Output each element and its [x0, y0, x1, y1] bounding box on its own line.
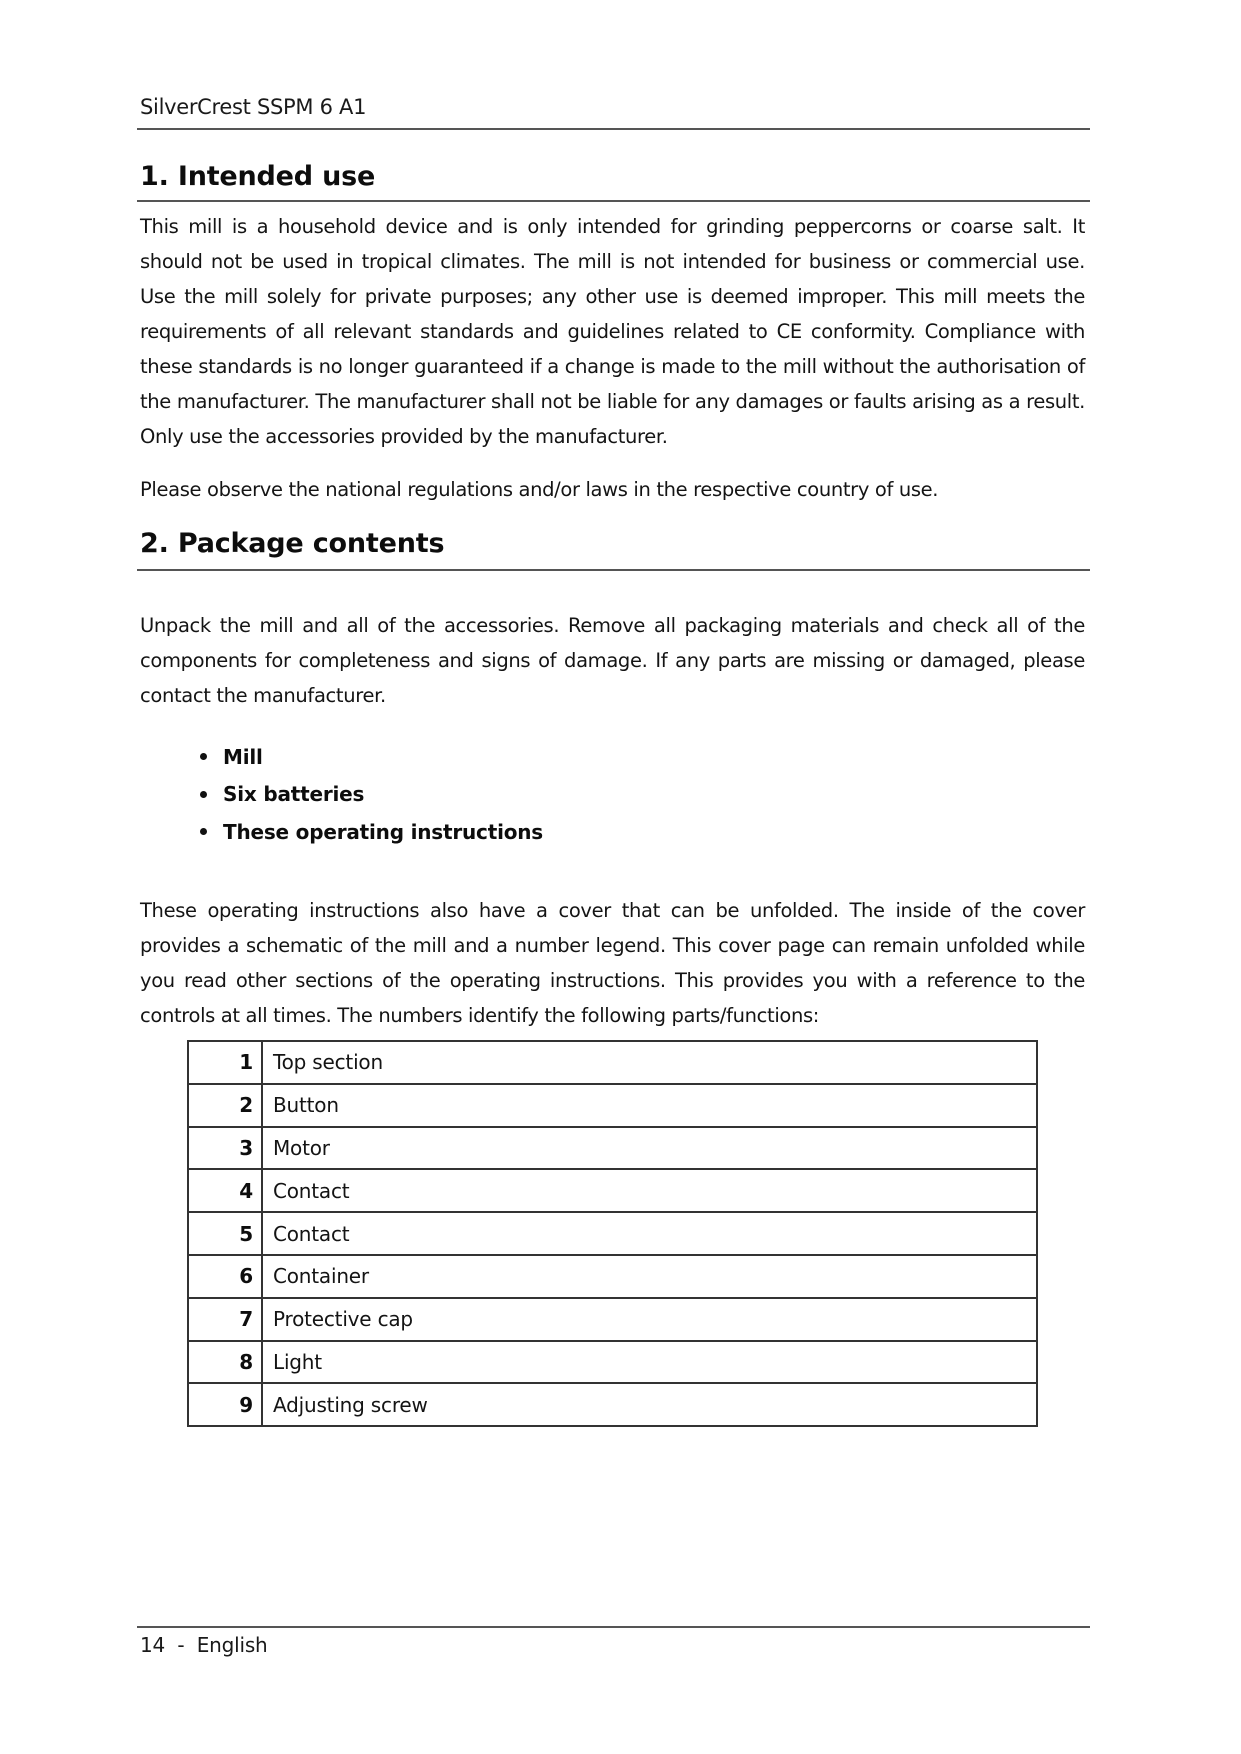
table-row	[188, 1341, 1037, 1384]
part-number: 8	[188, 1341, 262, 1384]
part-label: Top section	[262, 1041, 1037, 1084]
table-row	[188, 1212, 1037, 1255]
list-item-label: Six batteries	[223, 782, 365, 807]
package-contents-list	[200, 738, 543, 851]
part-label: Button	[262, 1084, 1037, 1127]
table-row	[188, 1383, 1037, 1426]
part-number: 1	[188, 1041, 262, 1084]
part-number: 5	[188, 1212, 262, 1255]
part-label: Protective cap	[262, 1298, 1037, 1341]
part-number: 9	[188, 1383, 262, 1426]
list-item-label: Mill	[223, 744, 263, 769]
part-label: Motor	[262, 1127, 1037, 1170]
bullet-icon	[200, 828, 207, 835]
intended-use-paragraph: This mill is a household device and is only intended for grinding peppercorns or coarse salt. It should not be used in tropical climates. The mill is not intended for business or commercial use. Use the mill solely for private purposes; any other use is deemed improper. This mill meets the requirements of all relevant standards and guidelines related to CE conformity. Compliance with these standards is no longer guaranteed if a change is made to the mill without the authorisation of the manufacturer. The manufacturer shall not be liable for any damages or faults arising as a result. Only use the accessories provided by the manufacturer.	[140, 215, 1085, 448]
list-item-label: These operating instructions	[223, 819, 544, 844]
part-number: 4	[188, 1169, 262, 1212]
table-row	[188, 1041, 1037, 1084]
table-row	[188, 1298, 1037, 1341]
cover-note-paragraph: These operating instructions also have a cover that can be unfolded. The inside of the cover provides a schematic of the mill and a number legend. This cover page can remain unfolded while you read other sections of the operating instructions. This provides you with a reference to the controls at all times. The numbers identify the following parts/functions:	[140, 899, 1085, 1027]
part-number: 2	[188, 1084, 262, 1127]
part-label: Light	[262, 1341, 1037, 1384]
running-header-title: SilverCrest SSPM 6 A1	[140, 95, 367, 119]
part-label: Adjusting screw	[262, 1383, 1037, 1426]
bullet-icon	[200, 791, 207, 798]
table-row	[188, 1084, 1037, 1127]
bullet-icon	[200, 753, 207, 760]
table-row	[188, 1255, 1037, 1298]
list-item	[200, 738, 543, 776]
header-divider	[137, 128, 1090, 130]
page-footer-label: 14 - English	[140, 1633, 268, 1657]
section-heading-intended-use: 1. Intended use	[140, 161, 376, 192]
unpack-paragraph: Unpack the mill and all of the accessories. Remove all packaging materials and check all of the components for completeness and signs of damage. If any parts are missing or damaged, please contact the manufacturer.	[140, 614, 1085, 707]
part-number: 3	[188, 1127, 262, 1170]
table-row	[188, 1169, 1037, 1212]
part-label: Container	[262, 1255, 1037, 1298]
table-row	[188, 1127, 1037, 1170]
section-heading-divider	[137, 569, 1090, 571]
part-number: 6	[188, 1255, 262, 1298]
footer-divider	[137, 1626, 1090, 1628]
list-item	[200, 813, 543, 851]
part-number: 7	[188, 1298, 262, 1341]
section-heading-divider	[137, 200, 1090, 202]
section-heading-package-contents: 2. Package contents	[140, 528, 445, 559]
parts-legend-table	[187, 1040, 1038, 1427]
part-label: Contact	[262, 1169, 1037, 1212]
regulations-paragraph: Please observe the national regulations and/or laws in the respective country of use.	[140, 478, 939, 501]
list-item	[200, 776, 543, 814]
part-label: Contact	[262, 1212, 1037, 1255]
